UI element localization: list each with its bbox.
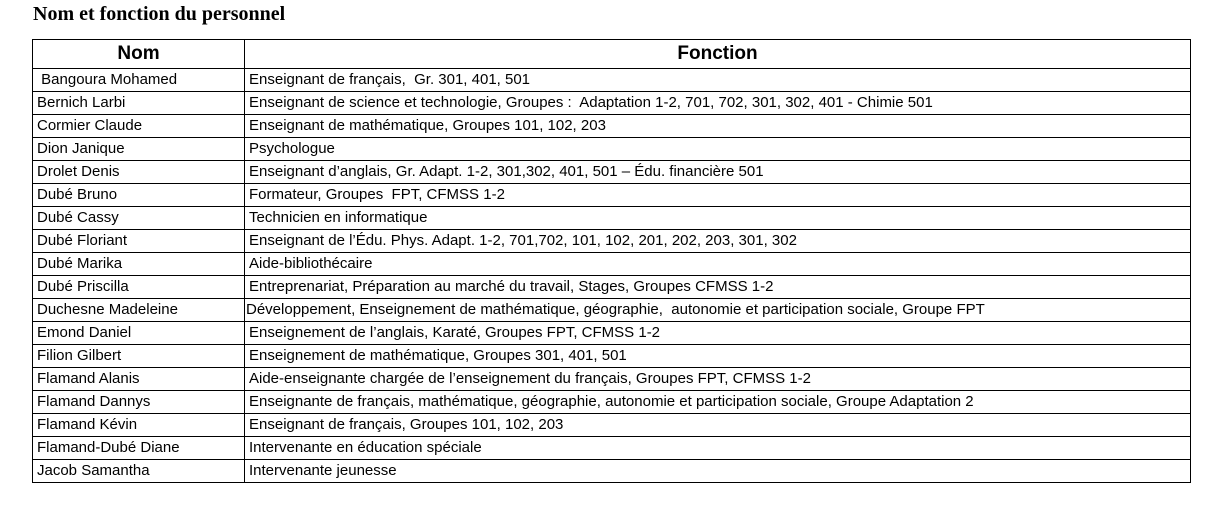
staff-table: [32, 39, 1191, 483]
cell-fonction: Enseignement de mathématique, Groupes 301, 401, 501: [245, 345, 1191, 368]
cell-fonction: Enseignant de science et technologie, Groupes : Adaptation 1-2, 701, 702, 301, 302, 401 - Chimie 501: [245, 92, 1191, 115]
cell-fonction: Aide-enseignante chargée de l’enseignement du français, Groupes FPT, CFMSS 1-2: [245, 368, 1191, 391]
cell-nom: Cormier Claude: [33, 115, 245, 138]
cell-nom: Bernich Larbi: [33, 92, 245, 115]
page-title: Nom et fonction du personnel: [33, 3, 286, 25]
table-row: [33, 92, 1191, 115]
cell-fonction: Entreprenariat, Préparation au marché du travail, Stages, Groupes CFMSS 1-2: [245, 276, 1191, 299]
cell-nom: Dubé Bruno: [33, 184, 245, 207]
table-row: [33, 161, 1191, 184]
table-row: [33, 368, 1191, 391]
cell-fonction: Psychologue: [245, 138, 1191, 161]
cell-nom: Dubé Priscilla: [33, 276, 245, 299]
cell-nom: Dion Janique: [33, 138, 245, 161]
cell-fonction: Enseignant de mathématique, Groupes 101, 102, 203: [245, 115, 1191, 138]
cell-fonction: Technicien en informatique: [245, 207, 1191, 230]
table-row: [33, 253, 1191, 276]
table-row: [33, 437, 1191, 460]
cell-fonction: Enseignant d’anglais, Gr. Adapt. 1-2, 301,302, 401, 501 – Édu. financière 501: [245, 161, 1191, 184]
table-row: [33, 276, 1191, 299]
cell-nom: Dubé Floriant: [33, 230, 245, 253]
table-row: [33, 115, 1191, 138]
table-row: [33, 322, 1191, 345]
table-row: [33, 138, 1191, 161]
cell-fonction: Développement, Enseignement de mathématique, géographie, autonomie et participation sociale, Groupe FPT: [245, 299, 1191, 322]
cell-nom: Dubé Marika: [33, 253, 245, 276]
cell-fonction: Enseignant de l’Édu. Phys. Adapt. 1-2, 701,702, 101, 102, 201, 202, 203, 301, 302: [245, 230, 1191, 253]
cell-nom: Jacob Samantha: [33, 460, 245, 483]
table-row: [33, 184, 1191, 207]
cell-nom: Drolet Denis: [33, 161, 245, 184]
cell-nom: Emond Daniel: [33, 322, 245, 345]
cell-nom: Filion Gilbert: [33, 345, 245, 368]
table-row: [33, 69, 1191, 92]
table-header-row: [33, 40, 1191, 69]
cell-fonction: Intervenante jeunesse: [245, 460, 1191, 483]
table-row: [33, 230, 1191, 253]
cell-fonction: Enseignant de français, Groupes 101, 102, 203: [245, 414, 1191, 437]
cell-nom: Flamand Alanis: [33, 368, 245, 391]
cell-fonction: Enseignement de l’anglais, Karaté, Groupes FPT, CFMSS 1-2: [245, 322, 1191, 345]
cell-nom: Duchesne Madeleine: [33, 299, 245, 322]
cell-fonction: Aide-bibliothécaire: [245, 253, 1191, 276]
table-row: [33, 460, 1191, 483]
table-row: [33, 207, 1191, 230]
cell-fonction: Enseignant de français, Gr. 301, 401, 501: [245, 69, 1191, 92]
cell-nom: Flamand-Dubé Diane: [33, 437, 245, 460]
cell-fonction: Enseignante de français, mathématique, géographie, autonomie et participation sociale, Groupe Adaptation 2: [245, 391, 1191, 414]
cell-nom: Flamand Dannys: [33, 391, 245, 414]
table-row: [33, 391, 1191, 414]
column-header-fonction: Fonction: [245, 40, 1191, 69]
table-row: [33, 299, 1191, 322]
table-row: [33, 345, 1191, 368]
cell-fonction: Intervenante en éducation spéciale: [245, 437, 1191, 460]
cell-nom: Flamand Kévin: [33, 414, 245, 437]
column-header-nom: Nom: [33, 40, 245, 69]
cell-nom: Bangoura Mohamed: [33, 69, 245, 92]
cell-fonction: Formateur, Groupes FPT, CFMSS 1-2: [245, 184, 1191, 207]
cell-nom: Dubé Cassy: [33, 207, 245, 230]
table-row: [33, 414, 1191, 437]
